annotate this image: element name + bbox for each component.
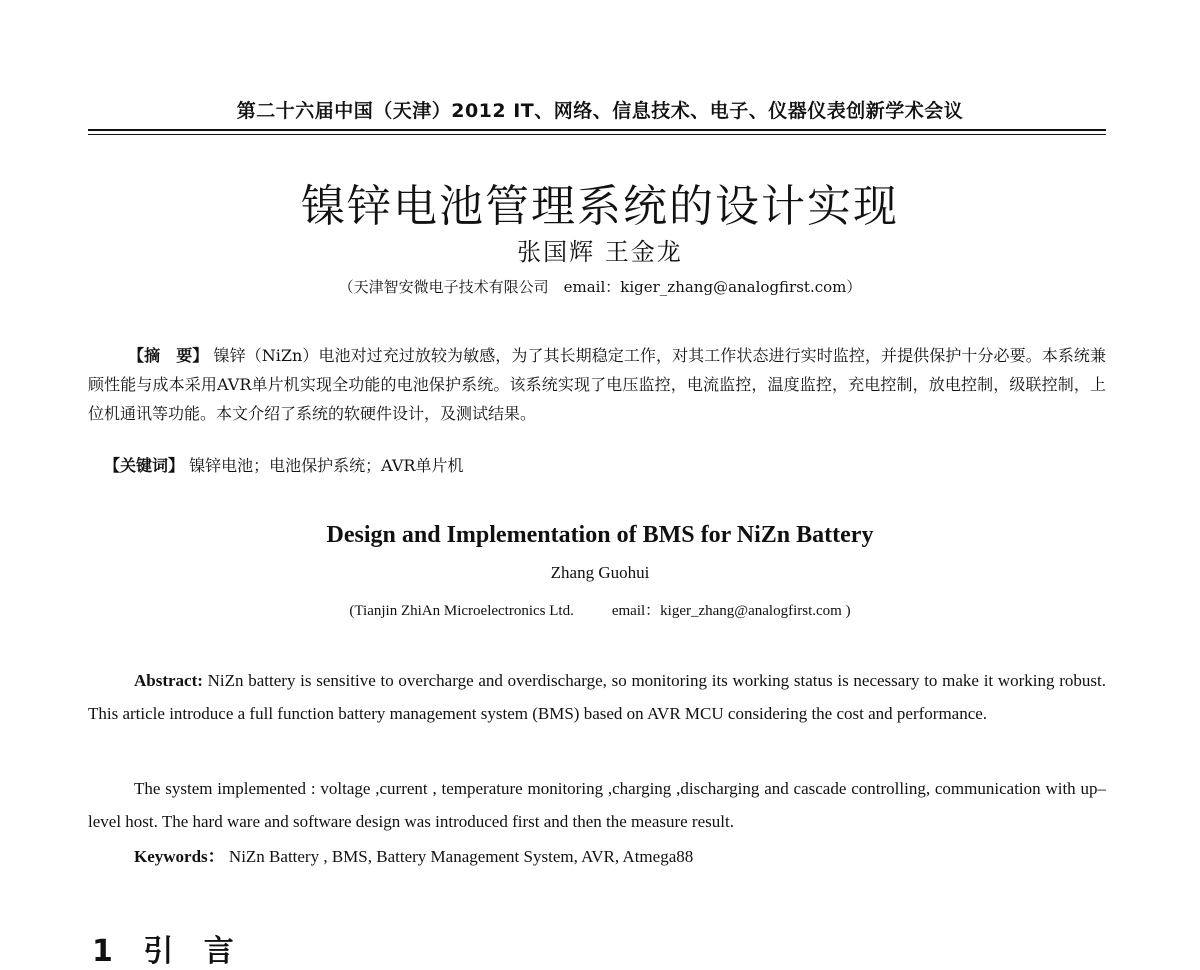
affiliation-cn: （天津智安微电子技术有限公司 email：kiger_zhang@analogfirst.com）	[338, 278, 862, 296]
authors-cn: 张国辉 王金龙	[517, 238, 683, 266]
abstract-label-cn: 【摘 要】	[128, 346, 209, 365]
abstract-en	[88, 664, 1106, 730]
paper-title-en: Design and Implementation of BMS for NiZn Battery	[326, 522, 874, 548]
section-heading: 1 引 言	[92, 934, 244, 969]
abstract-cn	[88, 341, 1106, 428]
keywords-label-en: Keywords：	[134, 847, 225, 866]
affiliation-en	[0, 599, 1200, 620]
affiliation-org-en: (Tianjin ZhiAn Microelectronics Ltd.	[349, 603, 574, 619]
header-rule-thick	[88, 129, 1106, 131]
keywords-en	[88, 840, 1106, 873]
paper-title-cn: 镍锌电池管理系统的设计实现	[301, 181, 899, 232]
keywords-text-en: NiZn Battery , BMS, Battery Management System, AVR, Atmega88	[228, 847, 694, 866]
abstract-text-en: NiZn battery is sensitive to overcharge and overdischarge, so monitoring its working status is necessary to make it working robust. This article introduce a full function battery management system (BMS) based on AVR MCU considering the cost and performance.	[88, 671, 1107, 723]
conference-header: 第二十六届中国（天津）2012 IT、网络、信息技术、电子、仪器仪表创新学术会议	[236, 100, 964, 122]
authors-en: Zhang Guohui	[550, 563, 650, 582]
affiliation-email-en: email：kiger_zhang@analogfirst.com )	[611, 603, 851, 619]
keywords-label-cn: 【关键词】	[104, 456, 185, 475]
abstract-label-en: Abstract:	[134, 671, 203, 690]
system-paragraph-en: The system implemented : voltage ,current , temperature monitoring ,charging ,discharging and cascade controlling, communication with up–level host. The hard ware and software design was introduced first and then the measure result.	[88, 779, 1106, 831]
keywords-text-cn: 镍锌电池；电池保护系统；AVR单片机	[189, 456, 464, 475]
abstract-text-cn: 镍锌（NiZn）电池对过充过放较为敏感，为了其长期稳定工作，对其工作状态进行实时监控，并提供保护十分必要。本系统兼顾性能与成本采用AVR单片机实现全功能的电池保护系统。该系统实现了电压监控，电流监控，温度监控，充电控制，放电控制，级联控制，上位机通讯等功能。本文介绍了系统的软硬件设计，及测试结果。	[88, 346, 1106, 423]
keywords-cn	[104, 451, 1104, 480]
header-rule-thin	[88, 134, 1106, 135]
